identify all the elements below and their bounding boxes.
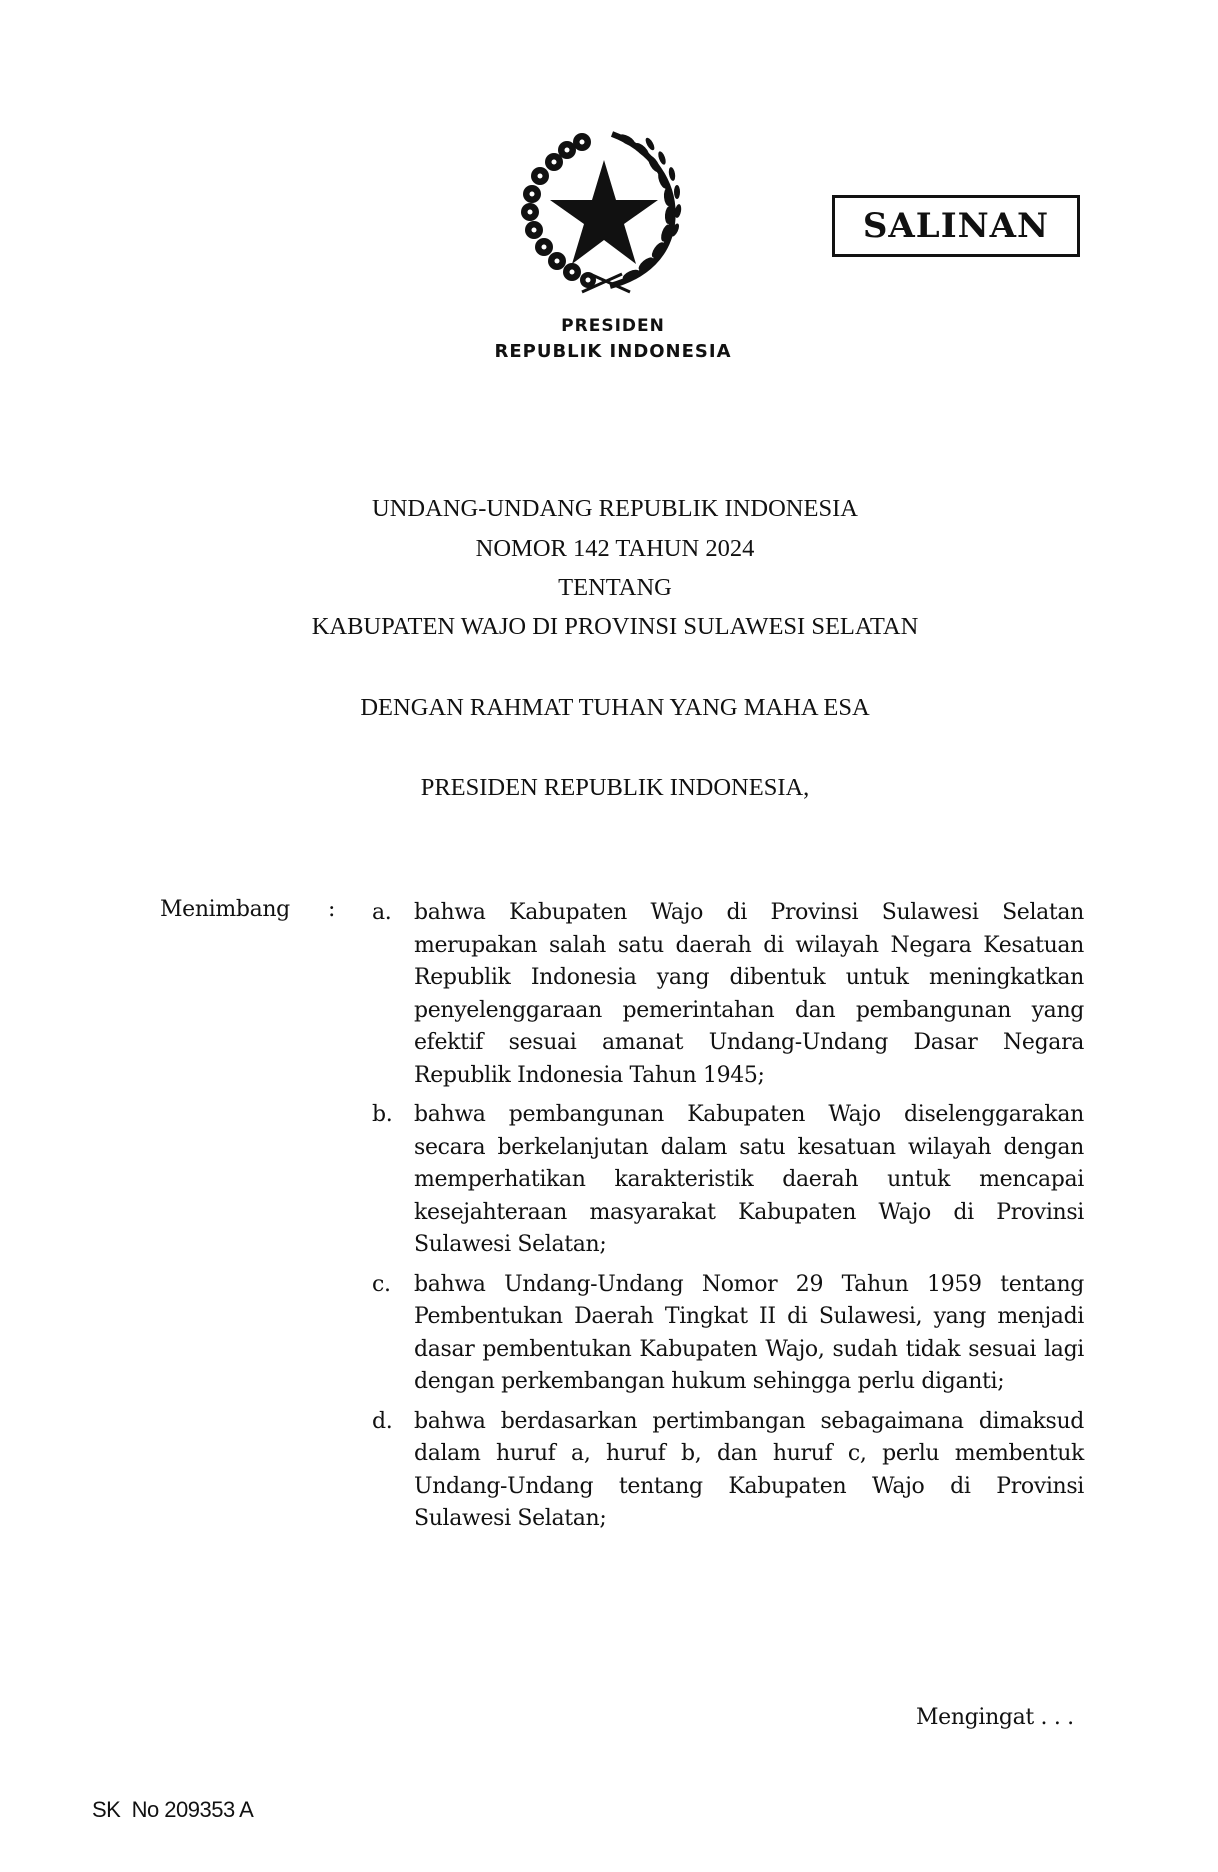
letterhead-republic: REPUBLIK INDONESIA: [494, 341, 732, 362]
item-letter: c.: [372, 1271, 391, 1297]
law-title: UNDANG-UNDANG REPUBLIK INDONESIA: [372, 495, 858, 522]
item-text: bahwa pembangunan Kabupaten Wajo diselenggarakan secara berkelanjutan dalam satu kesatuan wilayah dengan memperhatikan karakteristik daerah untuk mencapai kesejahteraan masyarakat Kabupaten Wajo di Provinsi Sulawesi Selatan;: [414, 1102, 1084, 1257]
enactor: PRESIDEN REPUBLIK INDONESIA,: [420, 774, 810, 801]
consideration-item-d: [372, 1406, 1084, 1536]
considerations-list: [372, 897, 1084, 1543]
law-subject: KABUPATEN WAJO DI PROVINSI SULAWESI SELATAN: [311, 613, 919, 640]
presidential-seal-emblem-icon: [512, 124, 682, 296]
considerations-separator: :: [328, 897, 336, 922]
footer-sk-number: SK No 209353 A: [92, 1797, 254, 1822]
item-letter: d.: [372, 1408, 393, 1434]
law-about-label: TENTANG: [558, 574, 672, 601]
consideration-item-a: [372, 897, 1084, 1092]
invocation: DENGAN RAHMAT TUHAN YANG MAHA ESA: [360, 694, 870, 721]
item-text: bahwa Undang-Undang Nomor 29 Tahun 1959 tentang Pembentukan Daerah Tingkat II di Sulawesi, yang menjadi dasar pembentukan Kabupaten Wajo, sudah tidak sesuai lagi dengan perkembangan hukum sehingga perlu diganti;: [414, 1271, 1084, 1394]
letterhead-president: PRESIDEN: [561, 316, 665, 336]
item-letter: b.: [372, 1102, 393, 1127]
continuation-marker: Mengingat . . .: [916, 1705, 1074, 1730]
salinan-stamp: SALINAN: [832, 195, 1080, 257]
consideration-item-c: [372, 1269, 1084, 1399]
considerations-label: Menimbang: [160, 897, 290, 922]
consideration-item-b: [372, 1099, 1084, 1262]
law-number: NOMOR 142 TAHUN 2024: [475, 535, 755, 562]
item-text: bahwa Kabupaten Wajo di Provinsi Sulawesi Selatan merupakan salah satu daerah di wilayah Negara Kesatuan Republik Indonesia yang dibentuk untuk meningkatkan penyelenggaraan pemerintahan dan pembangunan yang efektif sesuai amanat Undang-Undang Dasar Negara Republik Indonesia Tahun 1945;: [414, 900, 1084, 1088]
item-letter: a.: [372, 900, 392, 925]
item-text: bahwa berdasarkan pertimbangan sebagaimana dimaksud dalam huruf a, huruf b, dan huruf c, perlu membentuk Undang-Undang tentang Kabupaten Wajo di Provinsi Sulawesi Selatan;: [414, 1408, 1084, 1531]
